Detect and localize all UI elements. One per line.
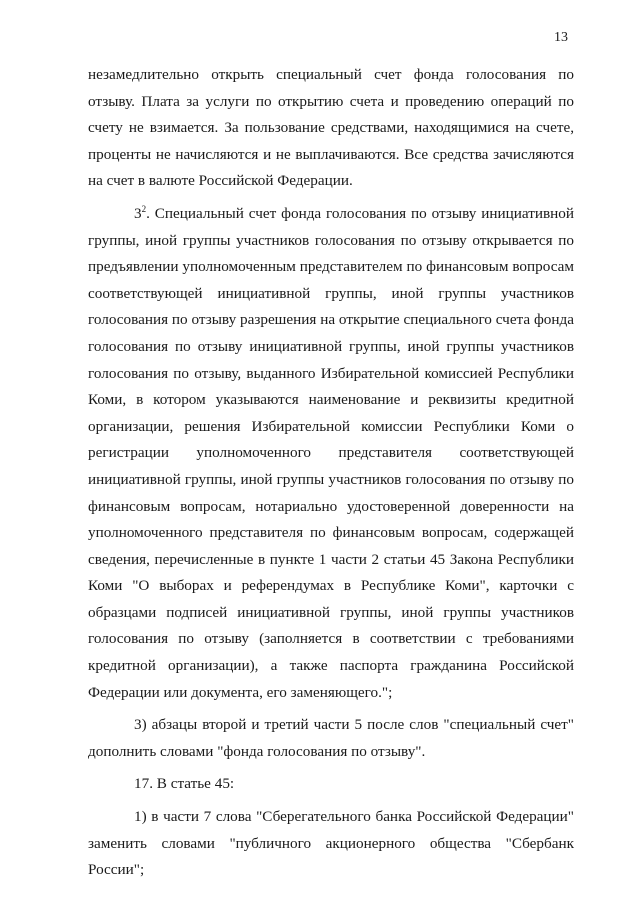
paragraph-item-1: 1) в части 7 слова "Сберегательного банка Российской Федерации" заменить словами "публичного акционерного общества "Сбербанк России";	[88, 808, 574, 879]
clause-number: 3	[134, 204, 142, 222]
document-body	[88, 62, 574, 884]
clause-text: . Специальный счет фонда голосования по отзыву инициативной группы, иной группы участников голосования по отзыву открывается по предъявлении уполномоченным представителем по финансовым вопросам соответствующей инициативной группы, иной группы участников голосования по отзыву разрешения на открытие специального счета фонда голосования по отзыву инициативной группы, иной группы участников голосования по отзыву, выданного Избирательной комиссией Республики Коми, в котором указываются наименование и реквизиты кредитной организации, решения Избирательной комиссии Республики Коми о регистрации уполномоченного представителя соответствующей инициативной группы, иной группы участников голосования по отзыву по финансовым вопросам, нотариально удостоверенной доверенности на уполномоченного представителя по финансовым вопросам, содержащей сведения, перечисленные в пункте 1 части 2 статьи 45 Закона Республики Коми "О выборах и референдумах в Республике Коми", карточки с образцами подписей инициативной группы, иной группы участников голосования по отзыву (заполняется в соответствии с требованиями кредитной организации), а также паспорта гражданина Российской Федерации или документа, его заменяющего.";	[88, 204, 574, 701]
paragraph-item-3: 3) абзацы второй и третий части 5 после слов "специальный счет" дополнить словами "фонда голосования по отзыву".	[88, 716, 574, 760]
paragraph-3-2	[88, 201, 574, 706]
page-number: 13	[554, 30, 568, 45]
paragraph-article-45: 17. В статье 45:	[134, 775, 235, 793]
clause-superscript: 2	[141, 203, 147, 214]
paragraph-account-opening: незамедлительно открыть специальный счет фонда голосования по отзыву. Плата за услуги по открытию счета и проведению операций по счету не взимается. За пользование средствами, находящимися на счете, проценты не начисляются и не выплачиваются. Все средства зачисляются на счет в валюте Российской Федерации.	[88, 66, 574, 190]
